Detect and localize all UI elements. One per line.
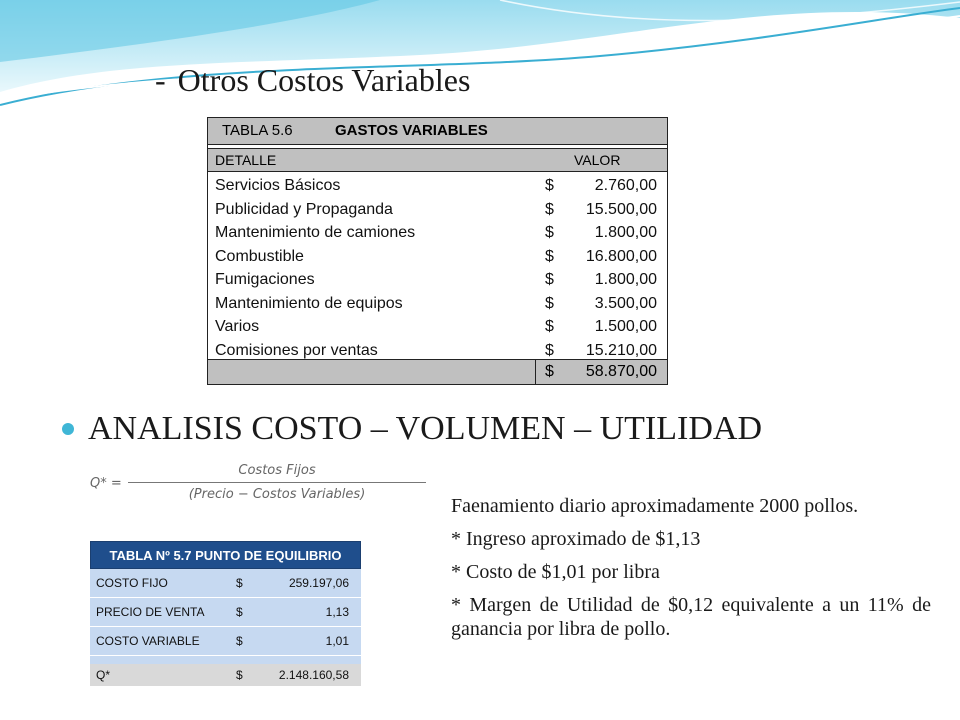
total-label: Q* — [96, 668, 111, 682]
note-paragraph: * Margen de Utilidad de $0,12 equivalente a un 11% de ganancia por libra de pollo. — [451, 594, 931, 640]
row-value: 1,01 — [325, 634, 349, 648]
table-row — [90, 569, 361, 598]
row-label: Publicidad y Propaganda — [215, 200, 393, 218]
table-row — [208, 245, 667, 269]
row-value: 1.500,00 — [594, 318, 657, 335]
row-label: PRECIO DE VENTA — [96, 605, 205, 619]
section-subtitle — [155, 62, 470, 99]
row-currency: $ — [545, 318, 554, 335]
total-value: 58.870,00 — [585, 363, 657, 380]
row-label: COSTO VARIABLE — [96, 634, 200, 648]
row-currency: $ — [545, 341, 554, 359]
bullet-icon — [62, 423, 74, 435]
row-label: Servicios Básicos — [215, 177, 341, 194]
table-total-row — [90, 664, 361, 686]
row-currency: $ — [236, 605, 243, 619]
table-row — [208, 268, 667, 292]
row-label: Varios — [215, 318, 260, 335]
formula-lhs: Q* = — [90, 476, 122, 491]
table-row — [90, 598, 361, 627]
formula-denominator: (Precio − Costos Variables) — [188, 487, 366, 502]
decorative-wave — [0, 0, 960, 120]
table-punto-equilibrio — [90, 541, 361, 686]
table-gastos-variables — [207, 117, 668, 385]
column-header-valor: VALOR — [574, 152, 621, 168]
row-value: 1.800,00 — [594, 224, 657, 241]
row-label: Fumigaciones — [215, 271, 315, 288]
table-body — [208, 174, 667, 362]
row-label: Comisiones por ventas — [215, 341, 378, 359]
subtitle-dash: - — [155, 62, 166, 98]
note-paragraph: * Costo de $1,01 por libra — [451, 561, 660, 583]
total-value: 2.148.160,58 — [278, 668, 349, 682]
row-currency: $ — [545, 247, 554, 265]
table-header-row — [208, 148, 667, 172]
row-currency: $ — [545, 271, 554, 288]
row-currency: $ — [236, 634, 243, 648]
row-value: 2.760,00 — [594, 177, 657, 194]
row-currency: $ — [236, 576, 243, 590]
row-value: 1.800,00 — [594, 271, 657, 288]
row-currency: $ — [545, 200, 554, 218]
row-value: 15.500,00 — [585, 200, 657, 218]
notes-text — [451, 494, 931, 650]
section-heading: ANALISIS COSTO – VOLUMEN – UTILIDAD — [88, 410, 763, 447]
table-name: GASTOS VARIABLES — [335, 122, 488, 139]
row-value: 15.210,00 — [585, 341, 657, 359]
row-label: Combustible — [215, 247, 304, 265]
table-title-row — [208, 118, 667, 145]
table-row — [208, 198, 667, 222]
note-paragraph: * Ingreso aproximado de $1,13 — [451, 528, 701, 550]
table-number: TABLA 5.6 — [222, 122, 293, 139]
row-value: 3.500,00 — [594, 294, 657, 312]
row-label: Mantenimiento de camiones — [215, 224, 416, 241]
subtitle-text: Otros Costos Variables — [177, 62, 471, 98]
column-header-detalle: DETALLE — [215, 152, 277, 168]
row-label: Mantenimiento de equipos — [215, 294, 403, 312]
table-row — [208, 221, 667, 245]
row-currency: $ — [545, 224, 554, 241]
table-title: TABLA Nº 5.7 PUNTO DE EQUILIBRIO — [90, 541, 361, 569]
total-currency: $ — [236, 668, 243, 682]
table-row — [208, 292, 667, 316]
note-paragraph: Faenamiento diario aproximadamente 2000 pollos. — [451, 495, 859, 517]
table-total-row — [208, 359, 667, 384]
formula-fraction — [128, 462, 426, 505]
row-currency: $ — [545, 294, 554, 312]
table-row — [208, 315, 667, 339]
total-currency: $ — [545, 363, 554, 380]
fraction-bar — [128, 482, 426, 483]
row-value: 16.800,00 — [585, 247, 657, 265]
row-currency: $ — [545, 177, 554, 194]
formula-numerator: Costos Fijos — [238, 463, 316, 478]
table-row — [208, 174, 667, 198]
total-divider — [535, 360, 536, 384]
row-label: COSTO FIJO — [96, 576, 168, 590]
table-row — [90, 627, 361, 656]
row-value: 1,13 — [325, 605, 349, 619]
row-gap — [90, 656, 361, 664]
row-value: 259.197,06 — [288, 576, 349, 590]
